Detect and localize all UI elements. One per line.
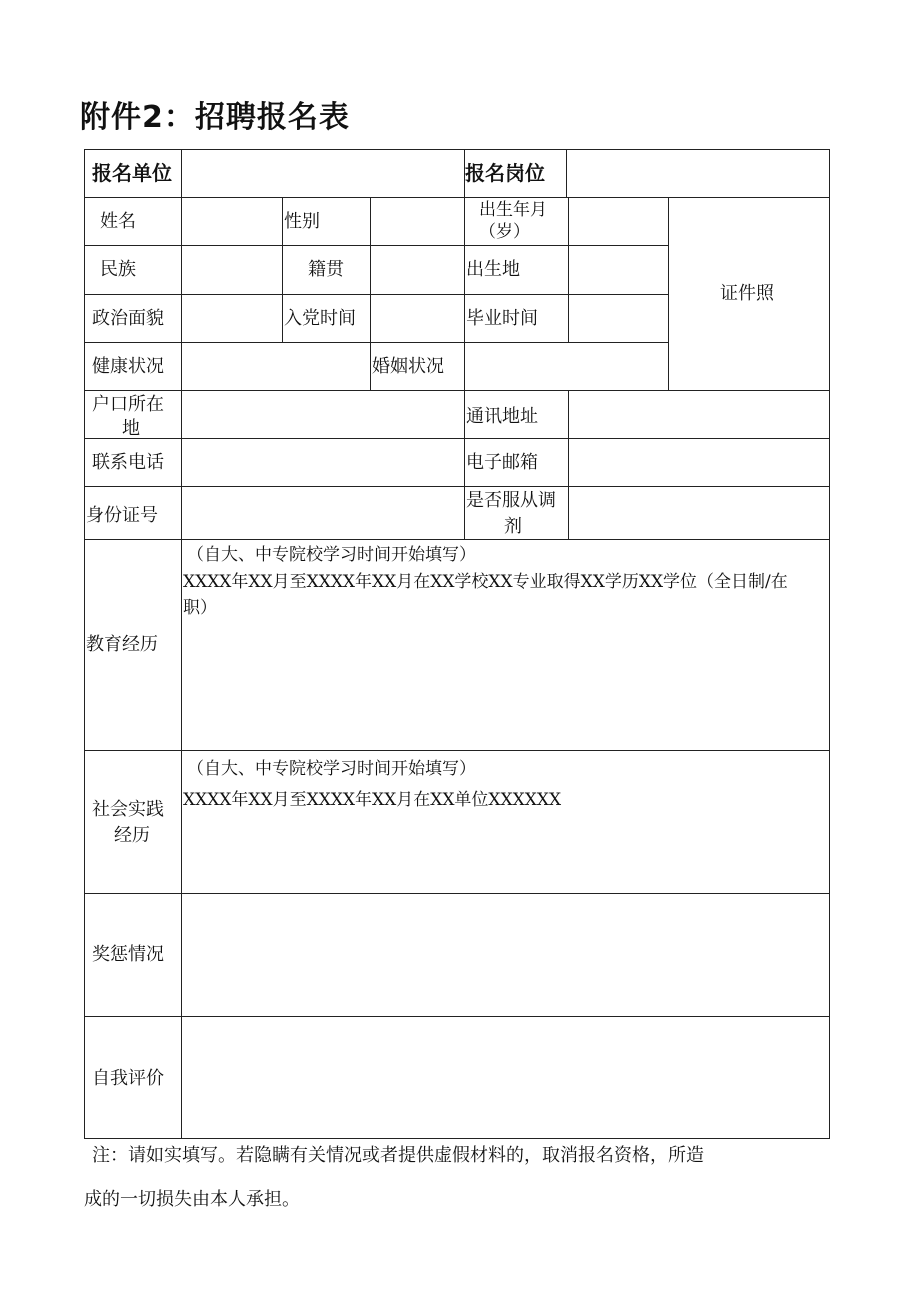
unit-input[interactable] — [183, 151, 463, 196]
health-input[interactable] — [183, 344, 369, 389]
email-input[interactable] — [570, 440, 828, 485]
label-self-eval: 自我评价 — [92, 1068, 164, 1089]
education-line2: 职） — [183, 598, 217, 618]
label-unit: 报名单位 — [92, 161, 172, 185]
label-hukou-line2: 地 — [122, 418, 140, 439]
label-grad-time: 毕业时间 — [466, 308, 538, 329]
education-field[interactable] — [183, 541, 828, 749]
grad-time-input[interactable] — [570, 296, 667, 341]
hukou-input[interactable] — [183, 392, 463, 437]
note-line1: 注：请如实填写。若隐瞒有关情况或者提供虚假材料的，取消报名资格，所造 — [92, 1145, 704, 1166]
photo-box[interactable] — [670, 199, 828, 389]
label-photo: 证件照 — [720, 283, 774, 304]
name-input[interactable] — [183, 199, 281, 244]
political-input[interactable] — [183, 296, 281, 341]
education-hint: （自大、中专院校学习时间开始填写） — [187, 545, 476, 565]
practice-field[interactable] — [183, 752, 828, 892]
label-party-time: 入党时间 — [284, 308, 356, 329]
label-email: 电子邮箱 — [466, 452, 538, 473]
post-input[interactable] — [568, 151, 828, 196]
origin-input[interactable] — [372, 247, 463, 293]
birthplace-input[interactable] — [570, 247, 667, 293]
label-birth-line2: （岁） — [479, 222, 530, 242]
label-political: 政治面貌 — [92, 308, 164, 329]
label-name: 姓名 — [100, 211, 136, 232]
education-line1: XXXX年XX月至XXXX年XX月在XX学校XX专业取得XX学历XX学位（全日制/在 — [183, 572, 788, 592]
label-rewards: 奖惩情况 — [92, 944, 164, 965]
ethnic-input[interactable] — [183, 247, 281, 293]
page-title: 附件2：招聘报名表 — [80, 100, 350, 135]
label-birth-line1: 出生年月 — [479, 200, 547, 220]
practice-hint: （自大、中专院校学习时间开始填写） — [187, 759, 476, 779]
label-gender: 性别 — [284, 211, 320, 232]
label-birthplace: 出生地 — [466, 259, 520, 280]
phone-input[interactable] — [183, 440, 463, 485]
practice-line1: XXXX年XX月至XXXX年XX月在XX单位XXXXXX — [183, 790, 562, 810]
rewards-field[interactable] — [183, 895, 828, 1015]
self-eval-field[interactable] — [183, 1018, 828, 1137]
label-address: 通讯地址 — [466, 406, 538, 427]
label-practice-line2: 经历 — [114, 825, 150, 846]
label-practice-line1: 社会实践 — [92, 799, 164, 820]
birth-input[interactable] — [570, 199, 667, 244]
note-line2: 成的一切损失由本人承担。 — [84, 1189, 300, 1210]
address-input[interactable] — [570, 392, 828, 437]
gender-input[interactable] — [372, 199, 463, 244]
label-marital: 婚姻状况 — [372, 356, 444, 377]
label-post: 报名岗位 — [465, 161, 545, 185]
party-time-input[interactable] — [372, 296, 463, 341]
obey-input[interactable] — [570, 488, 828, 538]
label-education: 教育经历 — [86, 634, 158, 655]
marital-input[interactable] — [466, 344, 667, 389]
label-health: 健康状况 — [92, 356, 164, 377]
label-obey-line1: 是否服从调 — [466, 490, 556, 511]
label-phone: 联系电话 — [92, 452, 164, 473]
id-no-input[interactable] — [183, 488, 463, 538]
label-id-no: 身份证号 — [86, 505, 158, 526]
label-obey-line2: 剂 — [504, 516, 522, 537]
label-hukou-line1: 户口所在 — [92, 394, 164, 415]
label-origin: 籍贯 — [308, 259, 344, 280]
label-ethnic: 民族 — [100, 259, 136, 280]
